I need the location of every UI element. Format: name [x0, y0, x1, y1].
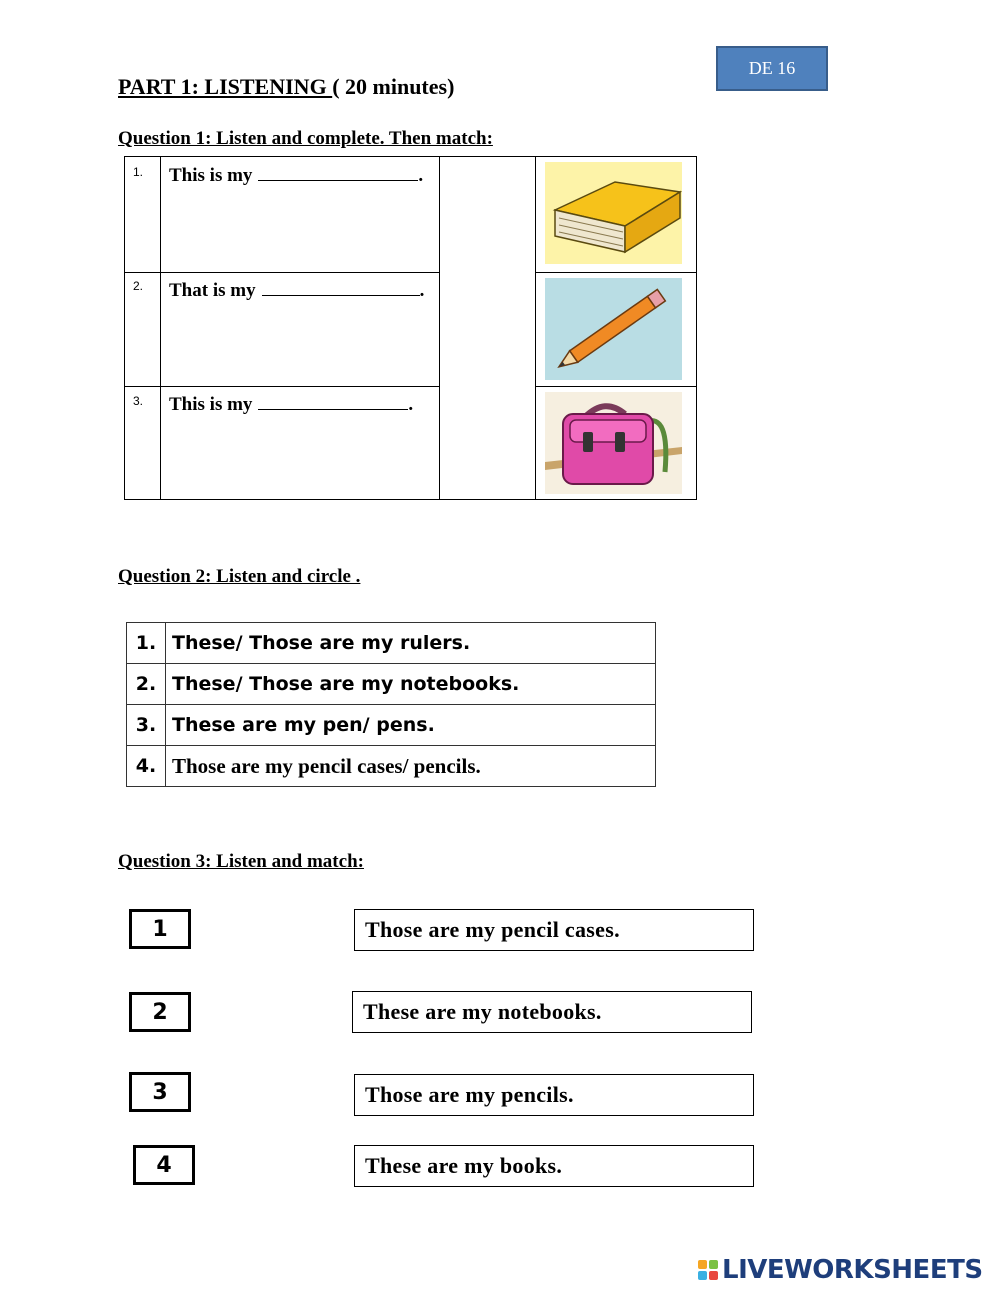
match-sentence-1[interactable]: Those are my pencil cases. [354, 909, 754, 951]
match-sentence-4[interactable]: These are my books. [354, 1145, 754, 1187]
question-2-heading: Question 2: Listen and circle . [118, 566, 361, 587]
pencil-picture[interactable] [545, 278, 682, 380]
q2-row-text[interactable]: These/ Those are my rulers. [166, 623, 656, 664]
match-sentence-2[interactable]: These are my notebooks. [352, 991, 752, 1033]
q2-row-text[interactable]: These are my pen/ pens. [166, 705, 656, 746]
answer-blank[interactable] [258, 162, 418, 181]
match-number-1[interactable]: 1 [129, 909, 191, 949]
match-number-2[interactable]: 2 [129, 992, 191, 1032]
table-row [127, 623, 656, 664]
q1-row-2-stem: That is my . [169, 277, 424, 302]
match-number-4[interactable]: 4 [133, 1145, 195, 1185]
question-1-table [124, 156, 697, 500]
school-bag-picture[interactable] [545, 392, 682, 494]
q2-row-text[interactable]: Those are my pencil cases/ pencils. [166, 746, 656, 787]
q1-row-2-number: 2. [133, 279, 144, 293]
page-title [118, 74, 454, 100]
liveworksheets-logo [698, 1255, 983, 1285]
title-main: PART 1: LISTENING [118, 74, 333, 99]
table-row [127, 746, 656, 787]
logo-squares-icon [698, 1260, 718, 1280]
answer-blank[interactable] [262, 277, 420, 296]
q1-row-1-stem: This is my . [169, 162, 423, 187]
exam-code-badge: DE 16 [716, 46, 828, 91]
q2-row-text[interactable]: These/ Those are my notebooks. [166, 664, 656, 705]
book-picture[interactable] [545, 162, 682, 264]
q1-row-3-stem: This is my . [169, 391, 413, 416]
question-1-heading: Question 1: Listen and complete. Then match: [118, 128, 493, 149]
question-3-heading: Question 3: Listen and match: [118, 851, 364, 872]
q2-row-number: 1. [127, 623, 166, 664]
table-row [127, 664, 656, 705]
match-number-3[interactable]: 3 [129, 1072, 191, 1112]
q1-row-1-number: 1. [133, 165, 144, 179]
question-2-table [126, 622, 656, 787]
table-row [127, 705, 656, 746]
logo-text: LIVEWORKSHEETS [722, 1255, 983, 1285]
answer-blank[interactable] [258, 391, 408, 410]
q1-row-3-number: 3. [133, 394, 144, 408]
q2-row-number: 3. [127, 705, 166, 746]
q2-row-number: 4. [127, 746, 166, 787]
q2-row-number: 2. [127, 664, 166, 705]
match-sentence-3[interactable]: Those are my pencils. [354, 1074, 754, 1116]
title-rest: ( 20 minutes) [332, 74, 455, 99]
